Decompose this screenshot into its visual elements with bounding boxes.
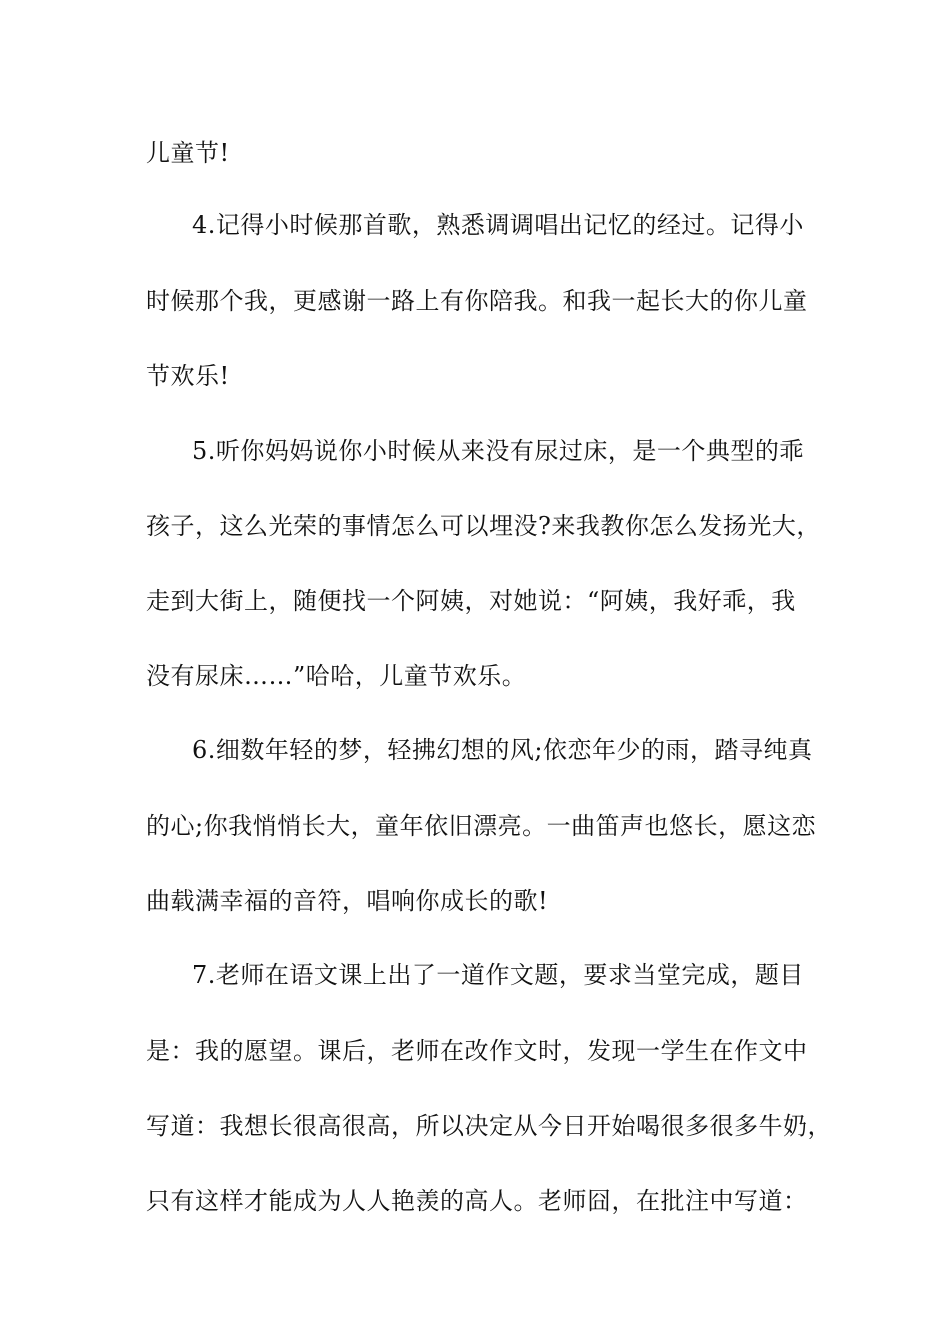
text-line: 只有这样才能成为人人艳羡的高人。老师囧，在批注中写道： <box>146 1187 808 1215</box>
text-line: 写道：我想长很高很高，所以决定从今日开始喝很多很多牛奶， <box>146 1112 832 1140</box>
list-item-4-line: 4.记得小时候那首歌，熟悉调调唱出记忆的经过。记得小 <box>192 211 804 239</box>
list-item-5-line: 5.听你妈妈说你小时候从来没有尿过床，是一个典型的乖 <box>192 437 804 465</box>
list-item-6-line: 6.细数年轻的梦，轻拂幻想的风;依恋年少的雨，踏寻纯真 <box>192 736 813 764</box>
text-line: 节欢乐! <box>146 362 230 390</box>
list-item-7-line: 7.老师在语文课上出了一道作文题，要求当堂完成，题目 <box>192 961 804 989</box>
text-line: 的心;你我悄悄长大，童年依旧漂亮。一曲笛声也悠长，愿这恋 <box>146 812 817 840</box>
text-line: 曲载满幸福的音符，唱响你成长的歌! <box>146 887 549 915</box>
text-line: 时候那个我，更感谢一路上有你陪我。和我一起长大的你儿童 <box>146 287 808 315</box>
text-line: 是：我的愿望。课后，老师在改作文时，发现一学生在作文中 <box>146 1037 808 1065</box>
text-line: 没有尿床……”哈哈，儿童节欢乐。 <box>146 662 527 690</box>
text-line: 孩子，这么光荣的事情怎么可以埋没?来我教你怎么发扬光大， <box>146 512 821 540</box>
text-line: 儿童节! <box>146 139 230 167</box>
text-line: 走到大街上，随便找一个阿姨，对她说：“阿姨，我好乖，我 <box>146 587 796 615</box>
